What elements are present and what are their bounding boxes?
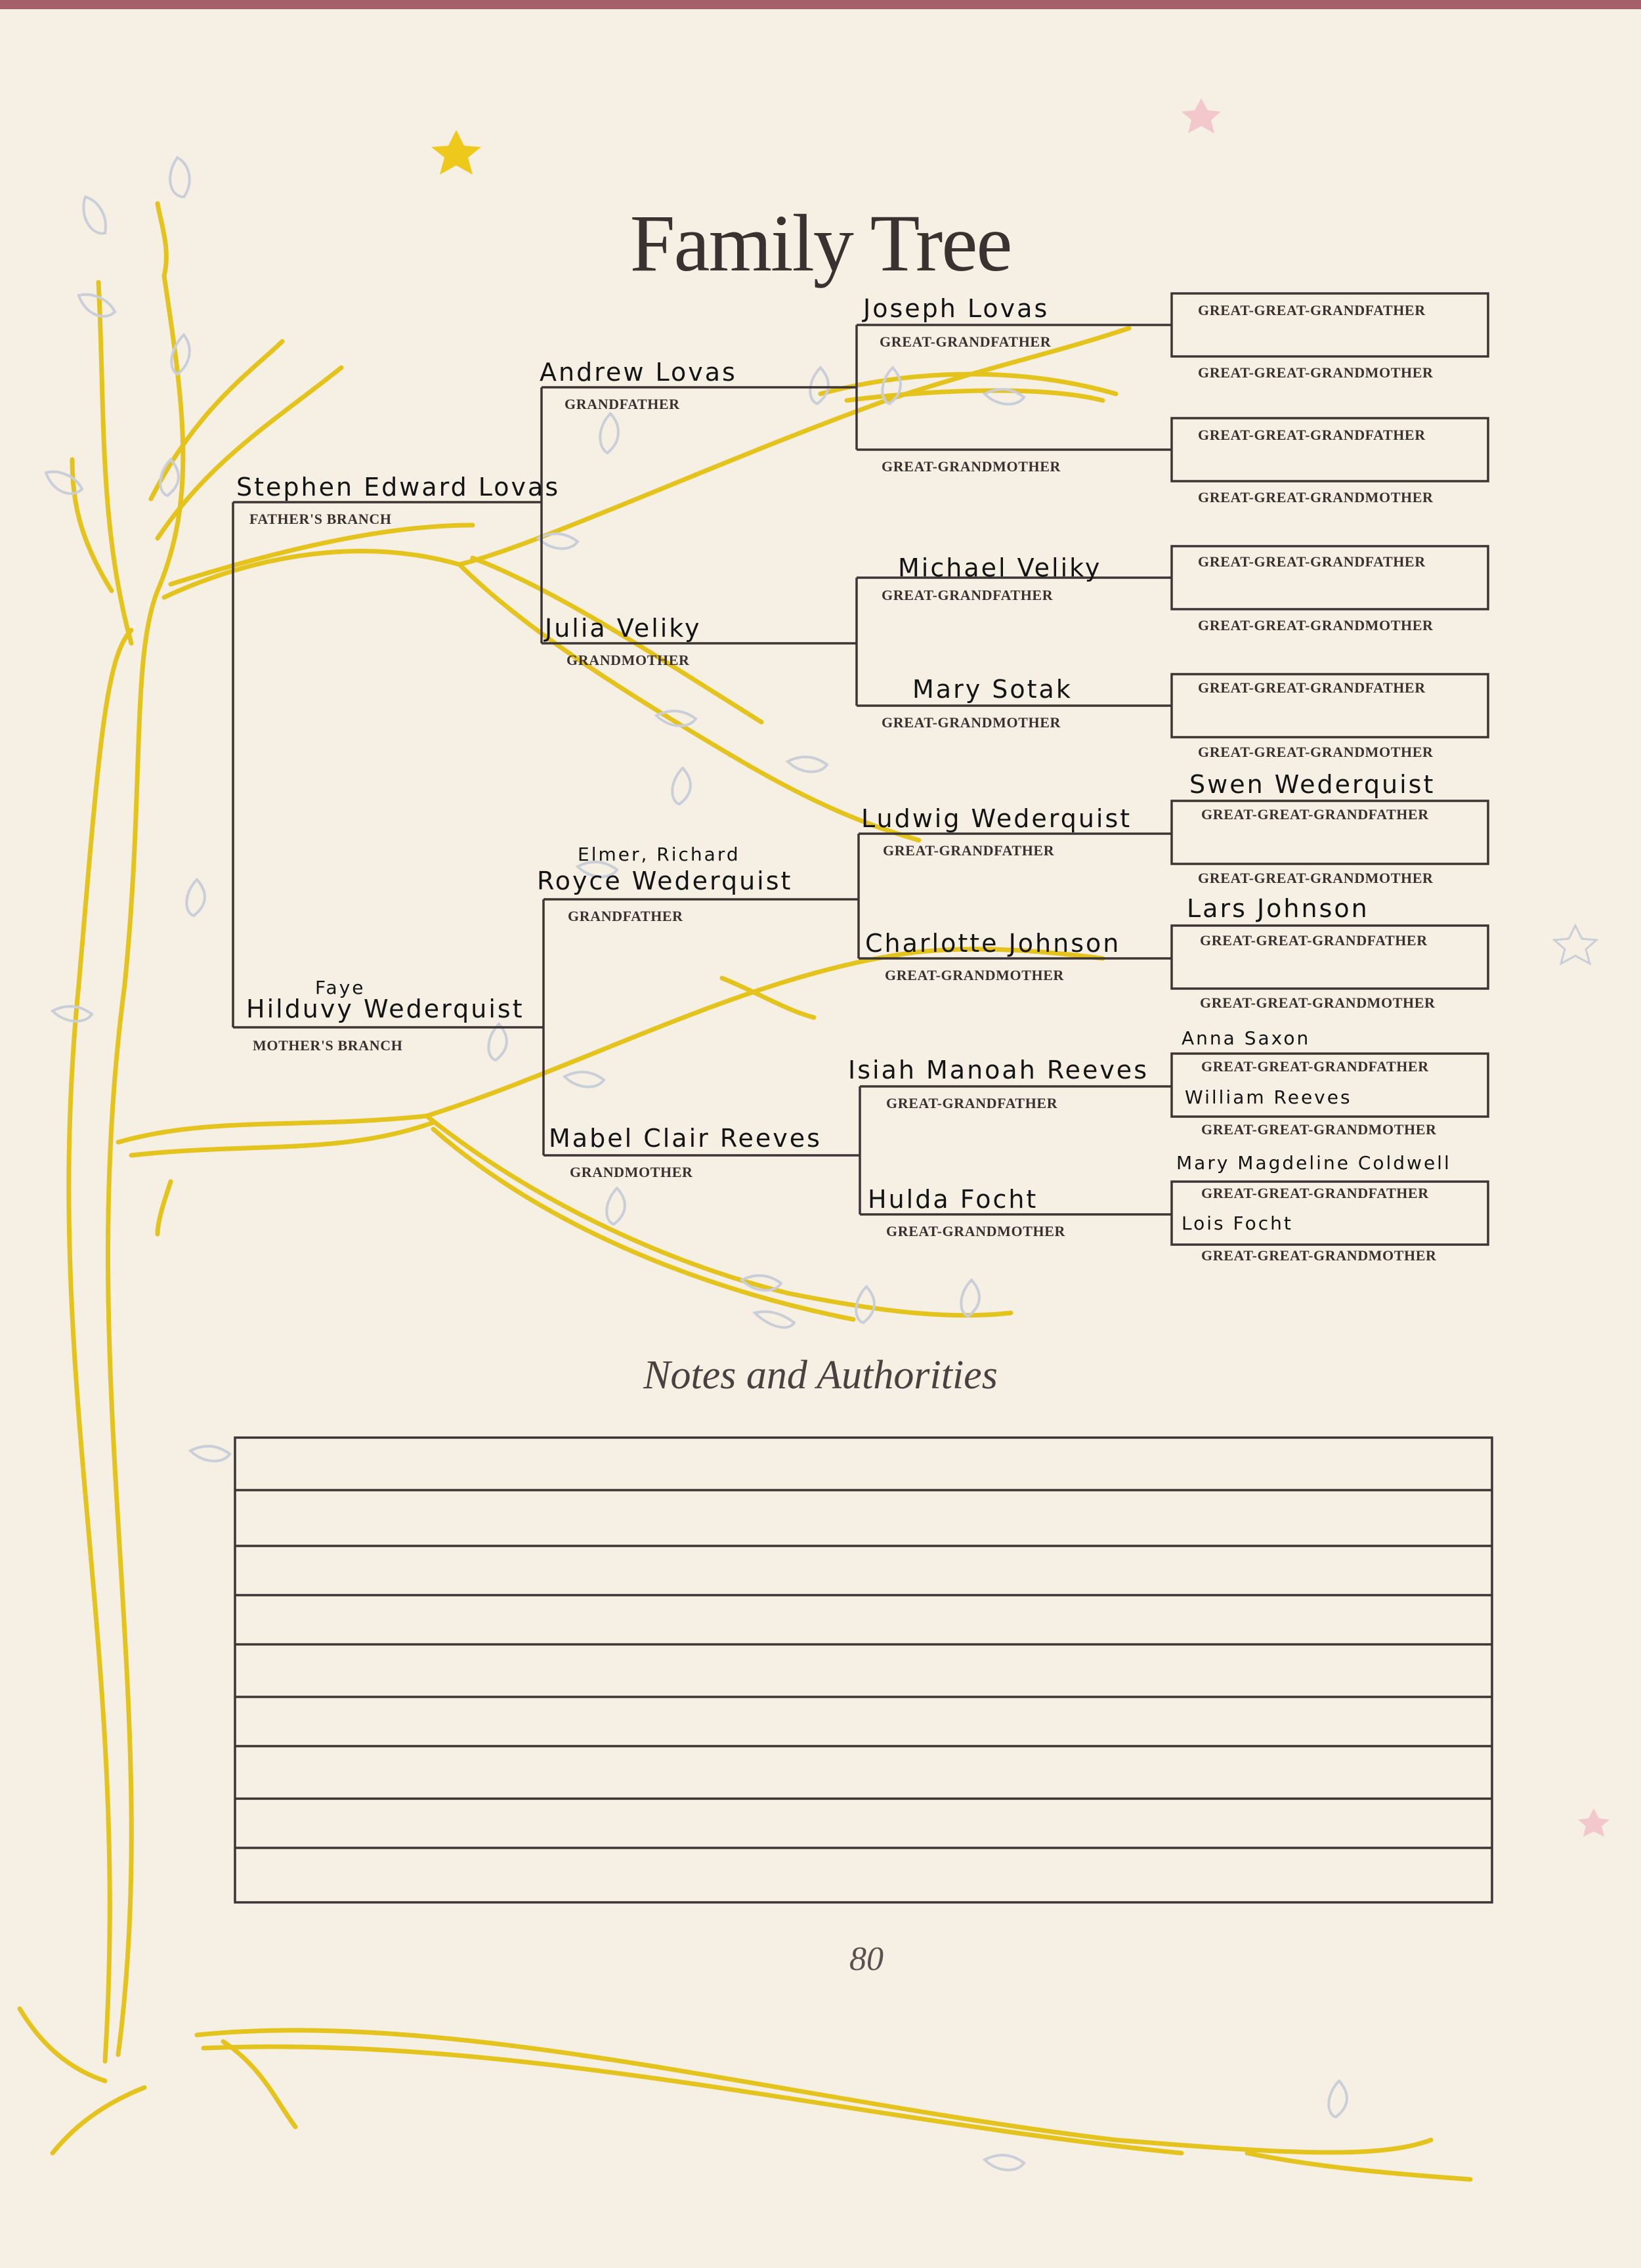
ggf-13-name: William Reeves	[1185, 1086, 1352, 1108]
fathers-branch-label: FATHER'S BRANCH	[249, 511, 392, 527]
paternal-grandfather-name: Andrew Lovas	[540, 358, 737, 387]
great-grandmother-label: GREAT-GRANDMOTHER	[885, 967, 1064, 983]
ggf-label: GREAT-GREAT-GRANDFATHER	[1198, 427, 1426, 443]
ggm-14-name: Mary Magdeline Coldwell	[1176, 1152, 1451, 1174]
ggm-12-name: Anna Saxon	[1182, 1027, 1311, 1049]
ggm-label: GREAT-GREAT-GRANDMOTHER	[1198, 744, 1434, 760]
ggm-label: GREAT-GREAT-GRANDMOTHER	[1201, 1247, 1437, 1264]
paternal-grandmother-name: Julia Veliky	[545, 614, 702, 643]
ggm-label: GREAT-GREAT-GRANDMOTHER	[1198, 489, 1434, 505]
ggf-label: GREAT-GREAT-GRANDFATHER	[1198, 302, 1426, 318]
great-grandmother-8-name: Hulda Focht	[868, 1185, 1038, 1214]
grandfather-label: GRANDFATHER	[568, 908, 683, 924]
ggf-label: GREAT-GREAT-GRANDFATHER	[1201, 806, 1429, 823]
great-grandfather-label: GREAT-GRANDFATHER	[883, 842, 1055, 859]
father-name: Stephen Edward Lovas	[236, 473, 561, 502]
grandmother-label: GRANDMOTHER	[566, 652, 690, 668]
grandfather-label: GRANDFATHER	[565, 396, 680, 412]
great-grandfather-1-name: Joseph Lovas	[863, 294, 1050, 323]
ggf-label: GREAT-GREAT-GRANDFATHER	[1198, 553, 1426, 570]
mother-alt-name: Faye	[315, 977, 366, 998]
ggf-11-name: Lars Johnson	[1187, 894, 1369, 923]
ggm-label: GREAT-GREAT-GRANDMOTHER	[1198, 617, 1434, 633]
ggm-label: GREAT-GREAT-GRANDMOTHER	[1198, 870, 1434, 886]
ggm-label: GREAT-GREAT-GRANDMOTHER	[1200, 995, 1436, 1011]
great-grandfather-label: GREAT-GRANDFATHER	[882, 587, 1054, 603]
maternal-grandfather-alt-name: Elmer, Richard	[578, 844, 740, 865]
ggf-9-name: Swen Wederquist	[1189, 770, 1436, 799]
page-number: 80	[849, 1940, 884, 1978]
maternal-grandfather-name: Royce Wederquist	[537, 867, 793, 895]
great-grandmother-6-name: Charlotte Johnson	[865, 929, 1121, 958]
ggf-label: GREAT-GREAT-GRANDFATHER	[1200, 932, 1428, 949]
ggf-15-name: Lois Focht	[1182, 1212, 1293, 1234]
mother-name: Hilduvy Wederquist	[246, 995, 524, 1023]
ggm-label: GREAT-GREAT-GRANDMOTHER	[1201, 1121, 1437, 1138]
ggf-label: GREAT-GREAT-GRANDFATHER	[1201, 1058, 1429, 1075]
notes-heading: Notes and Authorities	[643, 1353, 998, 1398]
ggm-label: GREAT-GREAT-GRANDMOTHER	[1198, 364, 1434, 381]
grandmother-label: GRANDMOTHER	[570, 1164, 693, 1180]
page-title: Family Tree	[629, 198, 1012, 288]
mothers-branch-label: MOTHER'S BRANCH	[253, 1037, 403, 1054]
great-grandfather-7-name: Isiah Manoah Reeves	[848, 1056, 1149, 1084]
great-grandfather-label: GREAT-GRANDFATHER	[880, 333, 1052, 350]
great-grandmother-4-name: Mary Sotak	[912, 675, 1073, 704]
maternal-grandmother-name: Mabel Clair Reeves	[549, 1124, 822, 1153]
great-grandfather-3-name: Michael Veliky	[898, 553, 1102, 582]
ggf-label: GREAT-GREAT-GRANDFATHER	[1201, 1185, 1429, 1201]
great-grandmother-label: GREAT-GRANDMOTHER	[882, 714, 1061, 731]
great-grandfather-5-name: Ludwig Wederquist	[861, 804, 1132, 833]
ggf-label: GREAT-GREAT-GRANDFATHER	[1198, 679, 1426, 696]
great-grandmother-label: GREAT-GRANDMOTHER	[886, 1223, 1065, 1239]
great-grandfather-label: GREAT-GRANDFATHER	[886, 1095, 1058, 1111]
great-grandmother-label: GREAT-GRANDMOTHER	[882, 458, 1061, 475]
